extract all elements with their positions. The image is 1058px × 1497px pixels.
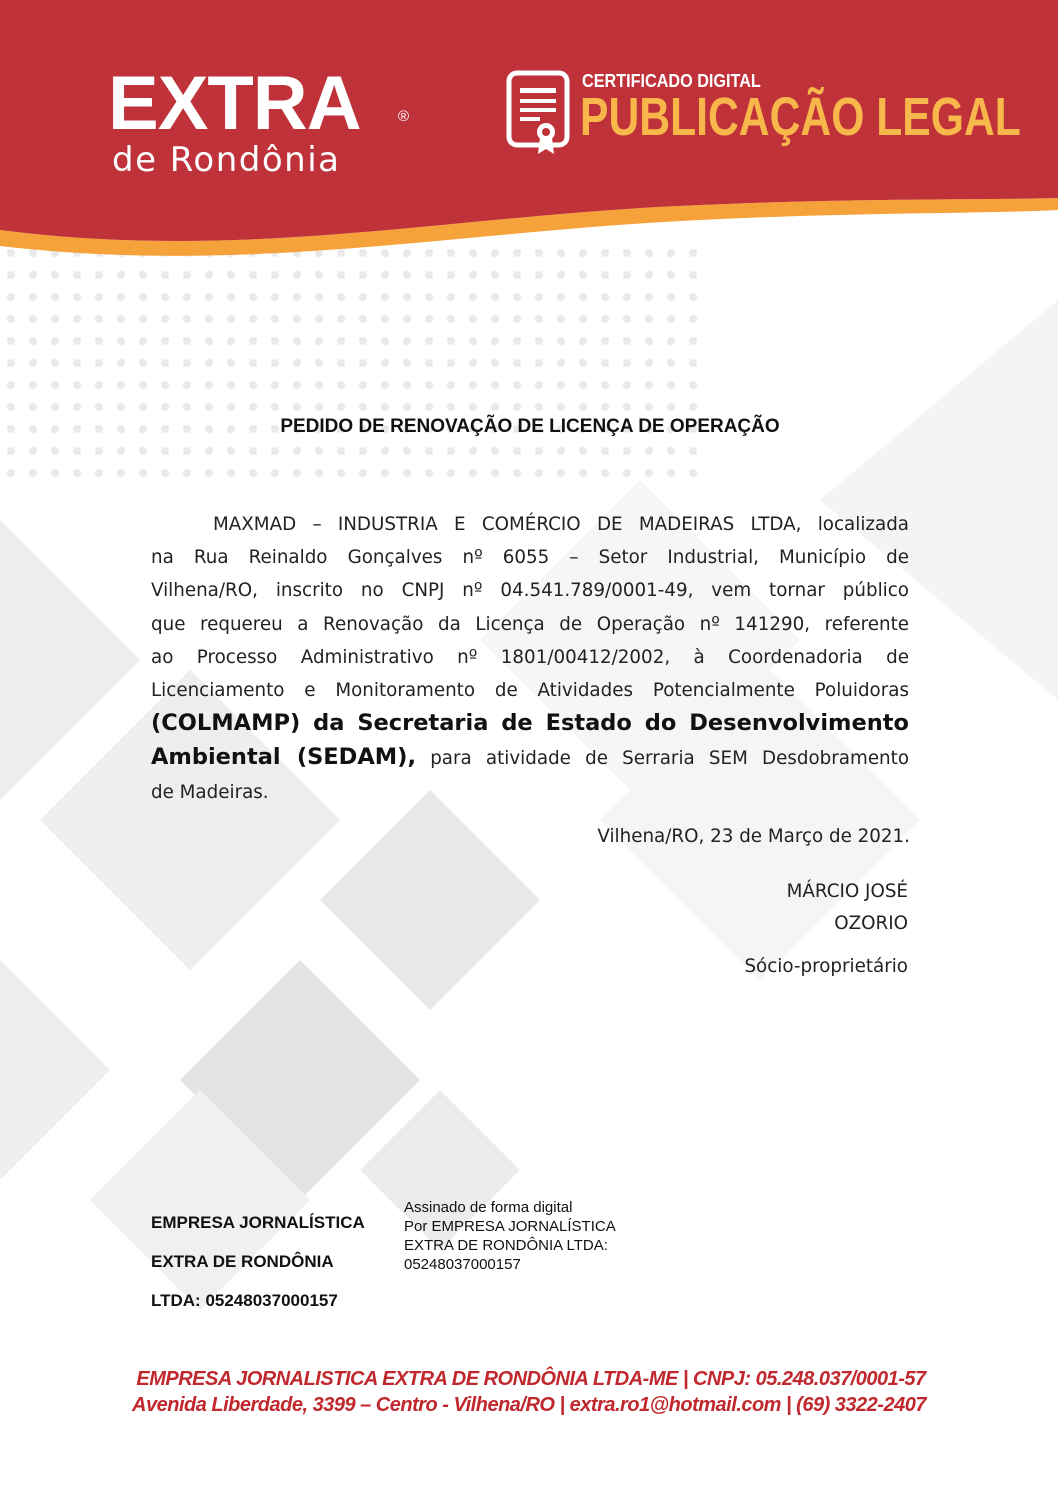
digital-signature-line: Por EMPRESA JORNALÍSTICA bbox=[404, 1218, 616, 1235]
signing-company-line: LTDA: 05248037000157 bbox=[151, 1291, 338, 1310]
footer-contact-line: Avenida Liberdade, 3399 – Centro - Vilhena/RO | extra.ro1@hotmail.com | (69) 3322-2407 bbox=[132, 1394, 926, 1416]
registered-mark: ® bbox=[398, 108, 410, 125]
document-date: Vilhena/RO, 23 de Março de 2021. bbox=[597, 826, 910, 847]
logo-main-text: EXTRA bbox=[108, 61, 361, 146]
signer-name-line2: OZORIO bbox=[834, 913, 908, 934]
body-bold-line: (COLMAMP) da Secretaria de Estado do Desenvolvimento bbox=[151, 710, 909, 737]
body-line: MAXMAD – INDUSTRIA E COMÉRCIO DE MADEIRAS LTDA, localizada bbox=[213, 514, 909, 535]
publicacao-legal-label: PUBLICAÇÃO LEGAL bbox=[580, 87, 1021, 147]
signer-role: Sócio-proprietário bbox=[744, 956, 908, 977]
digital-signature-line: 05248037000157 bbox=[404, 1256, 521, 1273]
signer-name-line1: MÁRCIO JOSÉ bbox=[786, 881, 908, 902]
body-line: Vilhena/RO, inscrito no CNPJ nº 04.541.789/0001-49, vem tornar público bbox=[151, 580, 909, 602]
body-line: que requereu a Renovação da Licença de Operação nº 141290, referente bbox=[151, 613, 909, 635]
body-line: na Rua Reinaldo Gonçalves nº 6055 – Setor Industrial, Município de bbox=[151, 547, 909, 569]
digital-signature-line: EXTRA DE RONDÔNIA LTDA: bbox=[404, 1237, 608, 1254]
signing-company-line: EXTRA DE RONDÔNIA bbox=[151, 1252, 334, 1271]
extra-logo bbox=[108, 61, 410, 180]
footer-company-line: EMPRESA JORNALISTICA EXTRA DE RONDÔNIA LTDA-ME | CNPJ: 05.248.037/0001-57 bbox=[136, 1368, 926, 1390]
digital-signature-note bbox=[404, 1198, 616, 1274]
signer-name bbox=[787, 876, 908, 940]
document-body bbox=[151, 508, 909, 809]
body-line: ao Processo Administrativo nº 1801/00412/2002, à Coordenadoria de bbox=[151, 646, 909, 668]
body-mixed-line: Ambiental (SEDAM), para atividade de Serraria SEM Desdobramento bbox=[151, 744, 909, 771]
signing-company-line: EMPRESA JORNALÍSTICA bbox=[151, 1213, 365, 1232]
certificate-digital-label: CERTIFICADO DIGITAL bbox=[582, 71, 761, 91]
body-line: Licenciamento e Monitoramento de Atividades Potencialmente Poluidoras bbox=[151, 680, 909, 702]
body-line: de Madeiras. bbox=[151, 781, 269, 803]
logo-sub-text: de Rondônia bbox=[112, 140, 341, 180]
digital-signature-line: Assinado de forma digital bbox=[404, 1199, 573, 1216]
signing-company bbox=[151, 1203, 365, 1320]
certificate-icon bbox=[506, 70, 570, 156]
document-title: PEDIDO DE RENOVAÇÃO DE LICENÇA DE OPERAÇÃO bbox=[280, 416, 780, 437]
